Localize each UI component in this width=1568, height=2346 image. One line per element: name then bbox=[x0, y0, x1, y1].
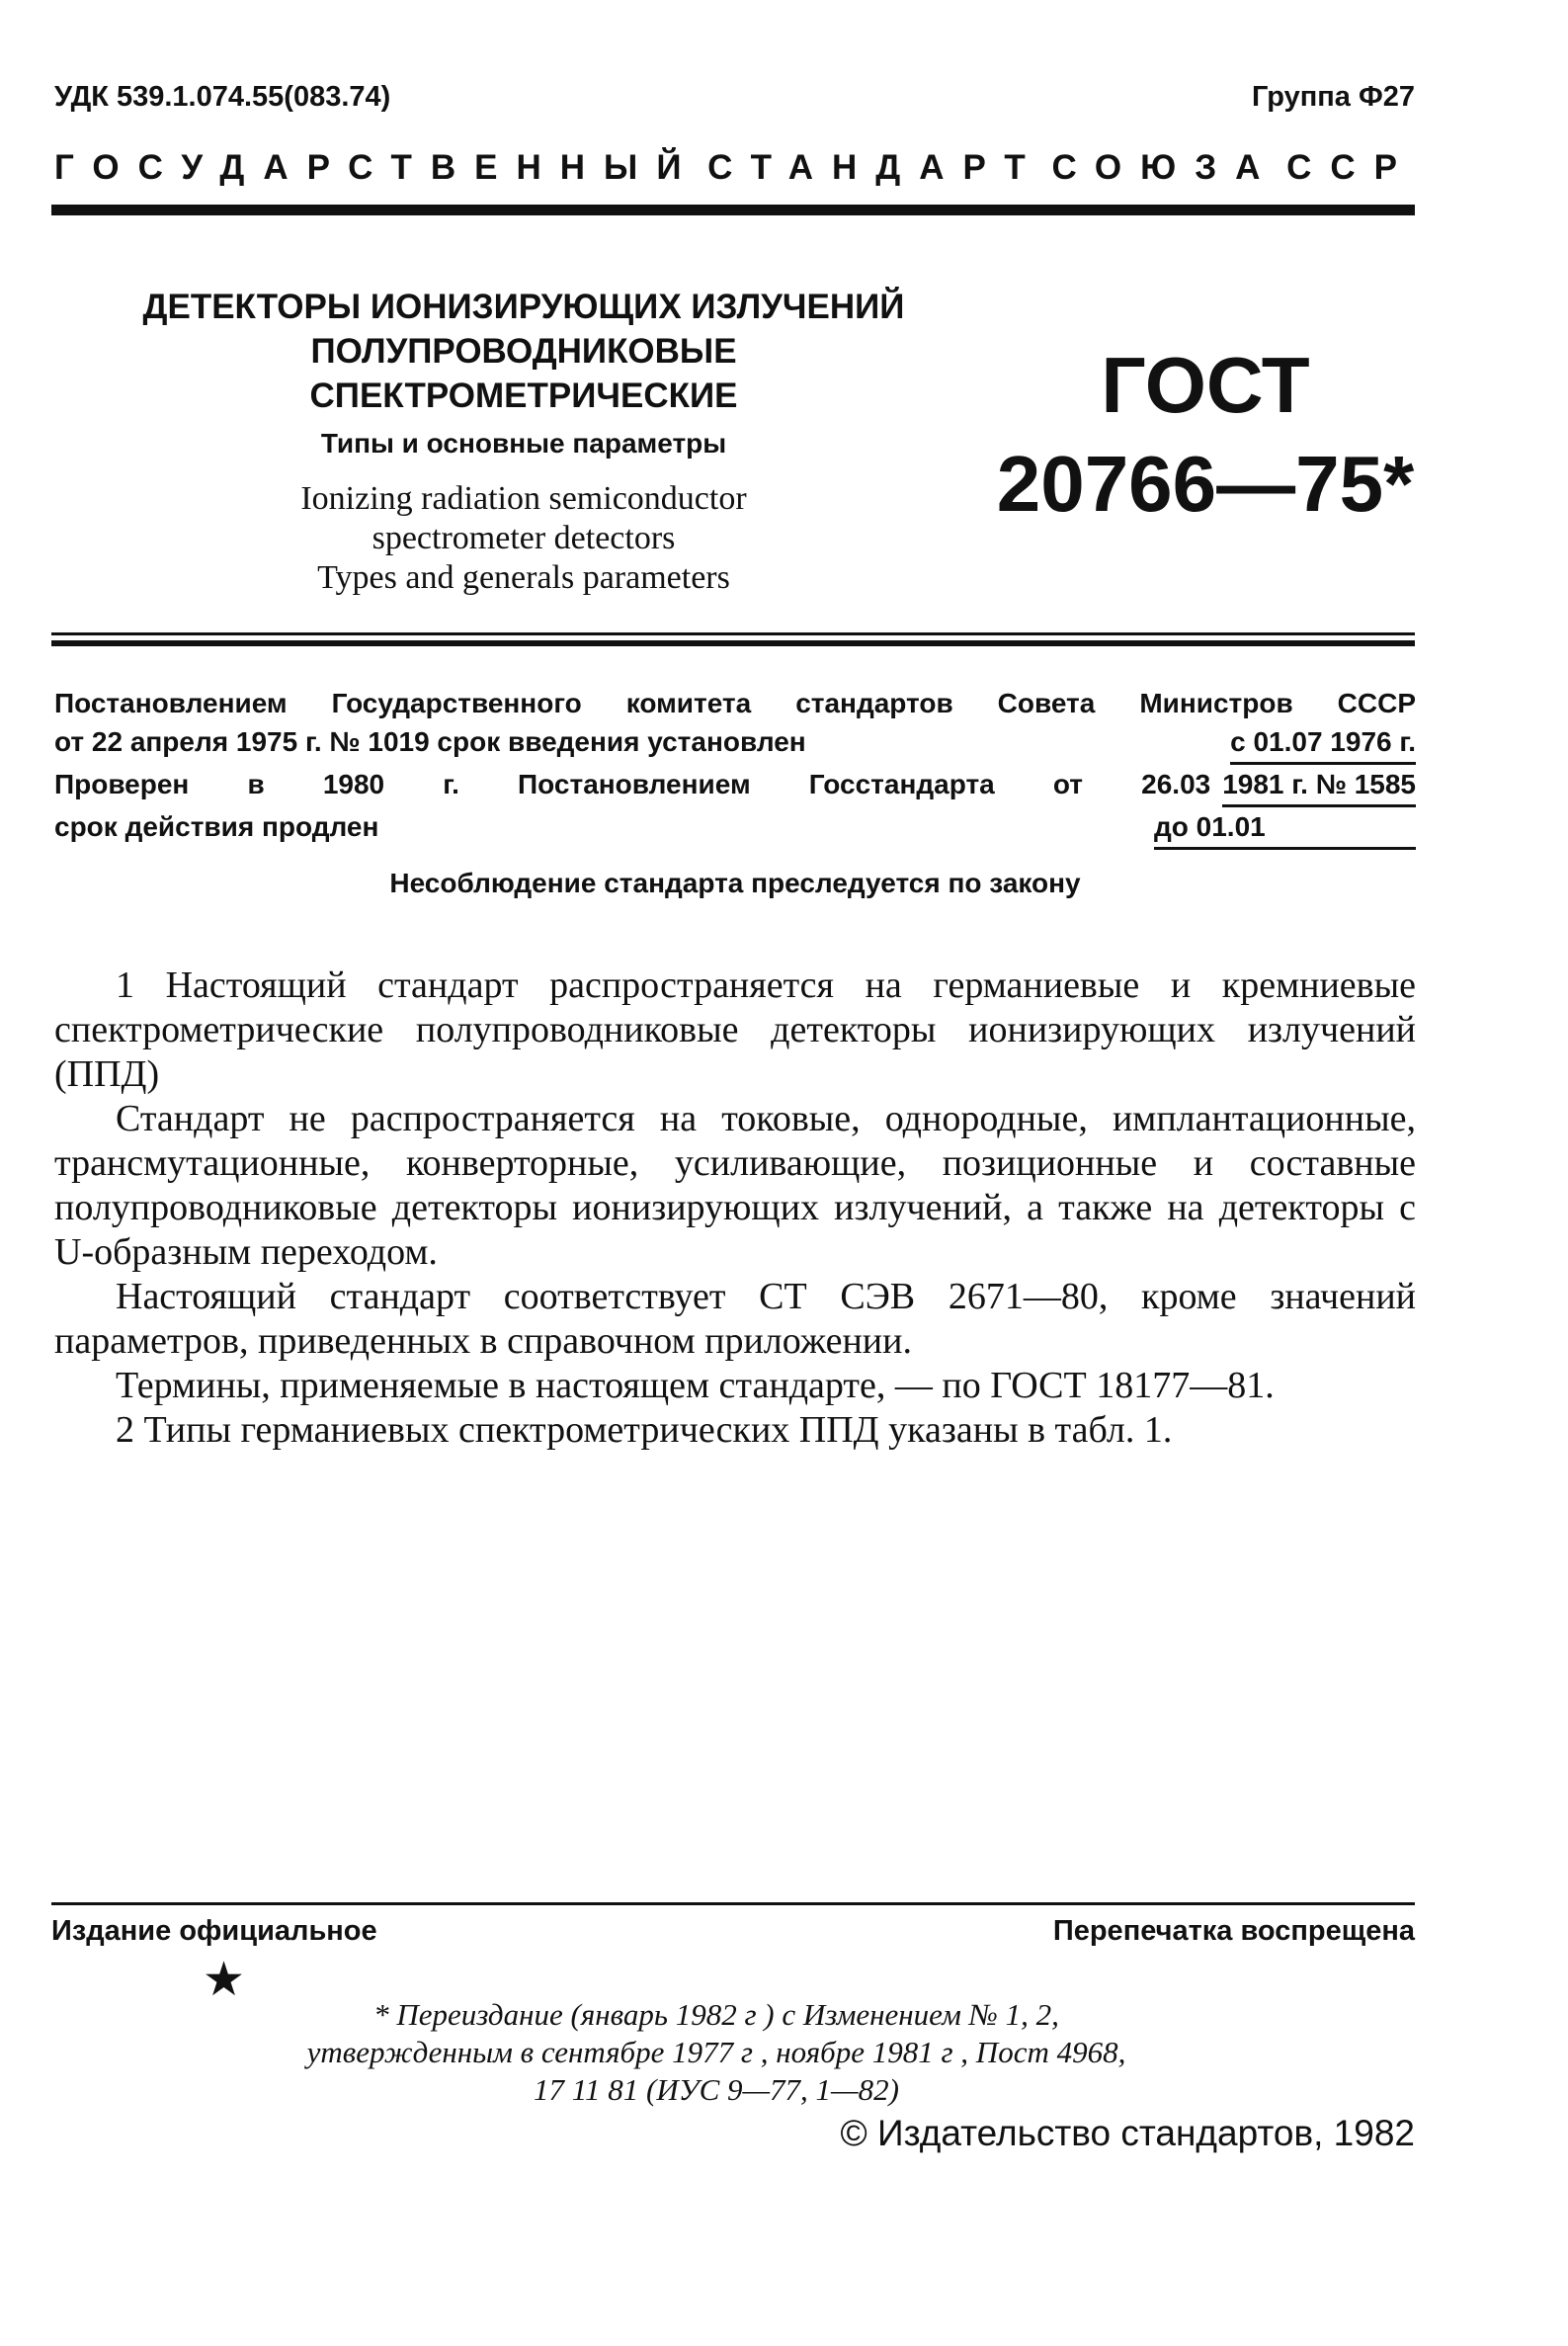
title-en bbox=[114, 479, 934, 598]
title-ru-line2: ПОЛУПРОВОДНИКОВЫЕ СПЕКТРОМЕТРИЧЕСКИЕ bbox=[309, 332, 738, 415]
gost-designation bbox=[988, 336, 1423, 534]
top-rule-thick bbox=[51, 205, 1415, 215]
paragraph-4: Термины, применяемые в настоящем стандарте, — по ГОСТ 18177—81. bbox=[116, 1365, 1275, 1406]
decree-extension-number: 1981 г. № 1585 bbox=[1222, 765, 1416, 807]
paragraph-2: Стандарт не распространяется на токовые, однородные, имплантационные, трансмутационные, конверторные, усиливающие, позиционные и составные полупроводниковые детекторы ионизирующих излучений, а также на детекторы с U-образным переходом. bbox=[54, 1098, 1416, 1273]
star-icon: ★ bbox=[203, 1954, 246, 2006]
state-word-2: СТАНДАРТ bbox=[707, 148, 1044, 187]
state-word-1: ГОСУДАРСТВЕННЫЙ bbox=[54, 148, 701, 187]
reprint-prohibited: Перепечатка воспрещена bbox=[1052, 1915, 1415, 1947]
title-en-line1: Ionizing radiation semiconductor bbox=[300, 480, 747, 517]
footer-rule bbox=[51, 1902, 1415, 1905]
decree-row4-text: срок действия продлен bbox=[54, 811, 379, 842]
group-code: Группа Ф27 bbox=[1251, 81, 1415, 113]
title-ru-line1: ДЕТЕКТОРЫ ИОНИЗИРУЮЩИХ ИЗЛУЧЕНИЙ bbox=[142, 288, 905, 326]
paragraph-3: Настоящий стандарт соответствует СТ СЭВ 2671—80, кроме значений параметров, приведенных в справочном приложении. bbox=[54, 1276, 1416, 1362]
paragraph-1: 1 Настоящий стандарт распространяется на германиевые и кремниевые спектрометрические полупроводниковые детекторы ионизирующих излучений (ППД) bbox=[54, 964, 1416, 1095]
gost-number: 20766—75* bbox=[996, 440, 1415, 528]
title-en-line3: Types and generals parameters bbox=[317, 559, 730, 596]
decree-row2 bbox=[54, 722, 1416, 765]
reprint-line1: * Переиздание (январь 1982 г ) с Изменением № 1, 2, bbox=[373, 1997, 1059, 2032]
decree-block bbox=[54, 684, 1416, 850]
state-word-4: ССР bbox=[1286, 148, 1416, 187]
reprint-note bbox=[198, 1996, 1235, 2109]
decree-row1: Постановлением Государственного комитета стандартов Совета Министров СССР bbox=[54, 688, 1416, 718]
legal-warning: Несоблюдение стандарта преследуется по закону bbox=[389, 868, 1081, 898]
state-standard-heading bbox=[54, 148, 1416, 188]
title-en-line2: spectrometer detectors bbox=[371, 520, 676, 556]
decree-row2-text: от 22 апреля 1975 г. № 1019 срок введения установлен bbox=[54, 726, 806, 757]
mid-rule-thin bbox=[51, 632, 1415, 635]
body-text bbox=[54, 964, 1416, 1453]
copyright: © Издательство стандартов, 1982 bbox=[840, 2113, 1415, 2153]
gost-label: ГОСТ bbox=[1101, 341, 1310, 429]
decree-valid-until: до 01.01 bbox=[1154, 807, 1416, 850]
udk-code: УДК 539.1.074.55(083.74) bbox=[54, 81, 391, 113]
official-edition: Издание официальное bbox=[51, 1915, 377, 1947]
decree-row3 bbox=[54, 765, 1416, 807]
reprint-line2: утвержденным в сентябре 1977 г , ноябре 1981 г , Пост 4968, bbox=[306, 2035, 1126, 2069]
title-block bbox=[114, 285, 934, 598]
decree-intro-date: с 01.07 1976 г. bbox=[1230, 722, 1416, 765]
reprint-line3: 17 11 81 (ИУС 9—77, 1—82) bbox=[534, 2072, 899, 2107]
paragraph-5: 2 Типы германиевых спектрометрических ППД указаны в табл. 1. bbox=[116, 1409, 1173, 1451]
decree-row4 bbox=[54, 807, 1416, 850]
mid-rule-thick bbox=[51, 640, 1415, 646]
title-ru-subtitle: Типы и основные параметры bbox=[320, 428, 727, 459]
decree-row3-text: Проверен в 1980 г. Постановлением Госстандарта от 26.03 bbox=[54, 769, 1211, 799]
state-word-3: СОЮЗА bbox=[1051, 148, 1279, 187]
